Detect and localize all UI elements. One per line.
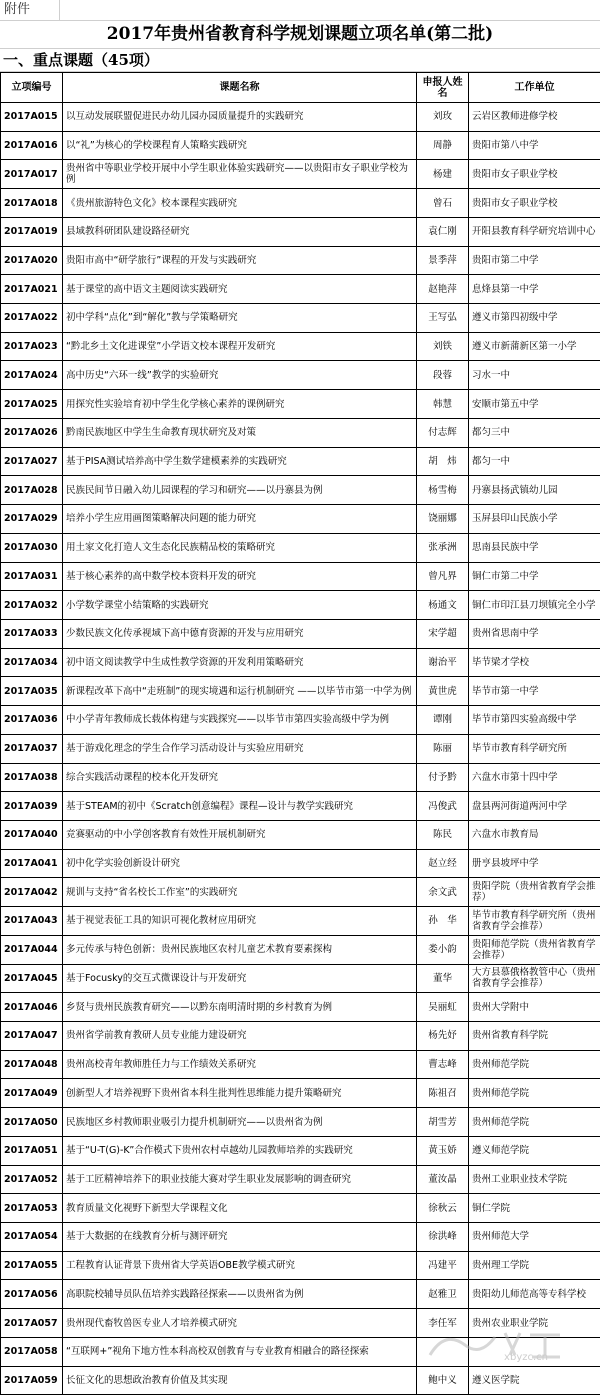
cell-code: 2017A027 <box>1 447 63 476</box>
cell-applicant: 刘玫 <box>417 103 469 132</box>
cell-code: 2017A033 <box>1 619 63 648</box>
table-row <box>1 275 600 304</box>
cell-work-unit: 六盘水市教育局 <box>469 820 600 849</box>
table-body <box>1 103 600 1395</box>
cell-project-name: 高中历史“六环一线”教学的实验研究 <box>63 361 417 390</box>
cell-applicant: 饶丽娜 <box>417 505 469 534</box>
cell-code: 2017A042 <box>1 878 63 907</box>
table-row <box>1 1022 600 1051</box>
cell-work-unit: 毕节市第四实验高级中学 <box>469 706 600 735</box>
cell-project-name: 用探究性实验培育初中学生化学核心素养的课例研究 <box>63 390 417 419</box>
cell-work-unit: 毕节市教育科学研究所 <box>469 734 600 763</box>
cell-code: 2017A035 <box>1 677 63 706</box>
cell-applicant: 陈丽 <box>417 734 469 763</box>
header-person: 申报人姓名 <box>417 73 469 103</box>
cell-work-unit: 贵州师范学院 <box>469 1079 600 1108</box>
section-heading: 一、重点课题（45项） <box>0 49 600 72</box>
project-table <box>0 72 600 1395</box>
cell-applicant: 吴丽虹 <box>417 993 469 1022</box>
cell-work-unit: 贵州师范学院 <box>469 1050 600 1079</box>
cell-project-name: 培养小学生应用画图策略解决问题的能力研究 <box>63 505 417 534</box>
cell-code: 2017A034 <box>1 648 63 677</box>
table-row <box>1 1337 600 1366</box>
cell-applicant: 赵雅卫 <box>417 1280 469 1309</box>
cell-applicant: 孙 华 <box>417 907 469 936</box>
cell-project-name: 综合实践活动课程的校本化开发研究 <box>63 763 417 792</box>
cell-work-unit: 铜仁学院 <box>469 1194 600 1223</box>
cell-project-name: 贵阳市高中“研学旅行”课程的开发与实践研究 <box>63 246 417 275</box>
cell-project-name: 贵州省中等职业学校开展中小学生职业体验实践研究——以贵阳市女子职业学校为例 <box>63 160 417 189</box>
table-row <box>1 1280 600 1309</box>
table-row <box>1 160 600 189</box>
cell-work-unit: 丹寨县扬武镇幼儿园 <box>469 476 600 505</box>
cell-work-unit: 贵州农业职业学院 <box>469 1309 600 1338</box>
cell-code: 2017A039 <box>1 792 63 821</box>
cell-project-name: 贵州省学前教育教研人员专业能力建设研究 <box>63 1022 417 1051</box>
cell-applicant: 杨建 <box>417 160 469 189</box>
cell-applicant: 董华 <box>417 964 469 993</box>
cell-project-name: 贵州现代畜牧兽医专业人才培养模式研究 <box>63 1309 417 1338</box>
cell-project-name: 基于游戏化理念的学生合作学习活动设计与实验应用研究 <box>63 734 417 763</box>
cell-work-unit: 贵州师范学院 <box>469 1108 600 1137</box>
cell-project-name: 贵州高校青年教师胜任力与工作绩效关系研究 <box>63 1050 417 1079</box>
cell-code: 2017A043 <box>1 907 63 936</box>
cell-work-unit: 息烽县第一中学 <box>469 275 600 304</box>
cell-code: 2017A030 <box>1 533 63 562</box>
cell-applicant: 徐洪峰 <box>417 1223 469 1252</box>
table-row <box>1 1050 600 1079</box>
cell-code: 2017A047 <box>1 1022 63 1051</box>
cell-work-unit: 都匀三中 <box>469 418 600 447</box>
cell-project-name: 《贵州旅游特色文化》校本课程实践研究 <box>63 189 417 218</box>
table-row <box>1 1079 600 1108</box>
table-row <box>1 706 600 735</box>
cell-code: 2017A032 <box>1 591 63 620</box>
table-row <box>1 304 600 333</box>
cell-applicant <box>417 1337 469 1366</box>
cell-project-name: 基于核心素养的高中数学校本资料开发的研究 <box>63 562 417 591</box>
cell-project-name: 用土家文化打造人文生态化民族精品校的策略研究 <box>63 533 417 562</box>
cell-code: 2017A058 <box>1 1337 63 1366</box>
cell-code: 2017A048 <box>1 1050 63 1079</box>
cell-work-unit: 贵州理工学院 <box>469 1251 600 1280</box>
cell-applicant: 周静 <box>417 131 469 160</box>
cell-code: 2017A046 <box>1 993 63 1022</box>
table-row <box>1 1366 600 1395</box>
cell-project-name: 竞赛驱动的中小学创客教育有效性开展机制研究 <box>63 820 417 849</box>
table-row <box>1 361 600 390</box>
cell-project-name: 初中语文阅读教学中生成性教学资源的开发利用策略研究 <box>63 648 417 677</box>
cell-project-name: 教育质量文化视野下新型大学课程文化 <box>63 1194 417 1223</box>
table-row <box>1 103 600 132</box>
cell-work-unit: 贵州师范大学 <box>469 1223 600 1252</box>
cell-applicant: 鲍中义 <box>417 1366 469 1395</box>
cell-project-name: 长征文化的思想政治教育价值及其实现 <box>63 1366 417 1395</box>
cell-code: 2017A015 <box>1 103 63 132</box>
cell-project-name: 新课程改革下高中“走班制”的现实境遇和运行机制研究 ——以毕节市第一中学为例 <box>63 677 417 706</box>
cell-work-unit: 铜仁市第二中学 <box>469 562 600 591</box>
table-row <box>1 1223 600 1252</box>
cell-work-unit: 贵阳市女子职业学校 <box>469 160 600 189</box>
cell-applicant: 曹志峰 <box>417 1050 469 1079</box>
table-row <box>1 217 600 246</box>
cell-code: 2017A050 <box>1 1108 63 1137</box>
table-row <box>1 619 600 648</box>
cell-work-unit: 毕节市第一中学 <box>469 677 600 706</box>
cell-code: 2017A038 <box>1 763 63 792</box>
cell-project-name: 基于大数据的在线教育分析与测评研究 <box>63 1223 417 1252</box>
attachment-label: 附件 <box>0 0 60 20</box>
cell-work-unit: 遵义市第四初级中学 <box>469 304 600 333</box>
cell-applicant: 娄小韵 <box>417 935 469 964</box>
cell-applicant: 付志辉 <box>417 418 469 447</box>
cell-work-unit: 贵阳市第八中学 <box>469 131 600 160</box>
cell-work-unit: 遵义市新蒲新区第一小学 <box>469 332 600 361</box>
cell-applicant: 黄玉娇 <box>417 1136 469 1165</box>
cell-code: 2017A036 <box>1 706 63 735</box>
cell-work-unit: 贵阳市第二中学 <box>469 246 600 275</box>
cell-code: 2017A051 <box>1 1136 63 1165</box>
table-row <box>1 533 600 562</box>
cell-project-name: 高职院校辅导员队伍培养实践路径探索——以贵州省为例 <box>63 1280 417 1309</box>
cell-applicant: 谭刚 <box>417 706 469 735</box>
header-unit: 工作单位 <box>469 73 600 103</box>
cell-applicant: 景季萍 <box>417 246 469 275</box>
cell-applicant: 冯建平 <box>417 1251 469 1280</box>
cell-code: 2017A023 <box>1 332 63 361</box>
cell-code: 2017A052 <box>1 1165 63 1194</box>
cell-code: 2017A021 <box>1 275 63 304</box>
cell-code: 2017A026 <box>1 418 63 447</box>
table-row <box>1 1165 600 1194</box>
cell-work-unit: 遵义师范学院 <box>469 1136 600 1165</box>
table-row <box>1 1194 600 1223</box>
cell-work-unit: 六盘水市第十四中学 <box>469 763 600 792</box>
cell-applicant: 余文武 <box>417 878 469 907</box>
table-row <box>1 820 600 849</box>
cell-code: 2017A018 <box>1 189 63 218</box>
cell-project-name: 基于Focusky的交互式微课设计与开发研究 <box>63 964 417 993</box>
cell-applicant: 刘铁 <box>417 332 469 361</box>
cell-work-unit: 贵州省教育科学院 <box>469 1022 600 1051</box>
cell-applicant: 韩慧 <box>417 390 469 419</box>
cell-applicant: 张承洲 <box>417 533 469 562</box>
cell-project-name: 基于“U-T(G)-K”合作模式下贵州农村卓越幼儿园教师培养的实践研究 <box>63 1136 417 1165</box>
cell-work-unit: 毕节市教育科学研究所（贵州省教育学会推荐） <box>469 907 600 936</box>
cell-project-name: 初中化学实验创新设计研究 <box>63 849 417 878</box>
cell-project-name: 民族民间节日融入幼儿园课程的学习和研究——以丹寨县为例 <box>63 476 417 505</box>
sheet-tab-row <box>0 0 600 21</box>
cell-applicant: 杨先妤 <box>417 1022 469 1051</box>
cell-project-name: 基于视觉表征工具的知识可视化教材应用研究 <box>63 907 417 936</box>
table-row <box>1 964 600 993</box>
cell-code: 2017A019 <box>1 217 63 246</box>
cell-code: 2017A037 <box>1 734 63 763</box>
cell-project-name: “互联网+”视角下地方性本科高校双创教育与专业教育相融合的路径探索 <box>63 1337 417 1366</box>
cell-code: 2017A022 <box>1 304 63 333</box>
cell-code: 2017A059 <box>1 1366 63 1395</box>
cell-code: 2017A056 <box>1 1280 63 1309</box>
table-row <box>1 591 600 620</box>
table-row <box>1 131 600 160</box>
cell-work-unit: 盘县两河街道两河中学 <box>469 792 600 821</box>
cell-project-name: 少数民族文化传承视域下高中德育资源的开发与应用研究 <box>63 619 417 648</box>
cell-code: 2017A053 <box>1 1194 63 1223</box>
cell-applicant: 袁仁刚 <box>417 217 469 246</box>
cell-work-unit: 遵义医学院 <box>469 1366 600 1395</box>
header-code: 立项编号 <box>1 73 63 103</box>
cell-work-unit: 大方县慕俄格教管中心（贵州省教育学会推荐） <box>469 964 600 993</box>
cell-work-unit: 贵阳市女子职业学校 <box>469 189 600 218</box>
cell-work-unit: 云岩区教师进修学校 <box>469 103 600 132</box>
cell-applicant: 谢治平 <box>417 648 469 677</box>
cell-project-name: 基于PISA测试培养高中学生数学建模素养的实践研究 <box>63 447 417 476</box>
table-row <box>1 1251 600 1280</box>
cell-project-name: 中小学青年教师成长载体构建与实践探究——以毕节市第四实验高级中学为例 <box>63 706 417 735</box>
cell-applicant: 付予黔 <box>417 763 469 792</box>
cell-code: 2017A057 <box>1 1309 63 1338</box>
cell-applicant: 徐秋云 <box>417 1194 469 1223</box>
cell-work-unit: 开阳县教育科学研究培训中心 <box>469 217 600 246</box>
cell-work-unit: 贵州工业职业技术学院 <box>469 1165 600 1194</box>
table-row <box>1 677 600 706</box>
cell-applicant: 曾凡界 <box>417 562 469 591</box>
table-row <box>1 447 600 476</box>
cell-project-name: 乡贤与贵州民族教育研究——以黔东南明清时期的乡村教育为例 <box>63 993 417 1022</box>
table-row <box>1 1136 600 1165</box>
table-row <box>1 246 600 275</box>
cell-code: 2017A029 <box>1 505 63 534</box>
cell-applicant: 冯俊武 <box>417 792 469 821</box>
cell-applicant: 陈民 <box>417 820 469 849</box>
table-row <box>1 907 600 936</box>
table-row <box>1 993 600 1022</box>
table-row <box>1 648 600 677</box>
cell-project-name: 以互动发展联盟促进民办幼儿园办园质量提升的实践研究 <box>63 103 417 132</box>
cell-applicant: 胡 炜 <box>417 447 469 476</box>
cell-project-name: 多元传承与特色创新：贵州民族地区农村儿童艺术教育要素探构 <box>63 935 417 964</box>
cell-code: 2017A049 <box>1 1079 63 1108</box>
cell-applicant: 胡雪芳 <box>417 1108 469 1137</box>
table-row <box>1 763 600 792</box>
document-title: 2017年贵州省教育科学规划课题立项名单(第二批) <box>0 21 600 49</box>
cell-project-name: 创新型人才培养视野下贵州省本科生批判性思维能力提升策略研究 <box>63 1079 417 1108</box>
cell-project-name: 以“礼”为核心的学校课程育人策略实践研究 <box>63 131 417 160</box>
cell-project-name: 县域教科研团队建设路径研究 <box>63 217 417 246</box>
table-row <box>1 849 600 878</box>
cell-code: 2017A031 <box>1 562 63 591</box>
cell-work-unit: 贵州大学附中 <box>469 993 600 1022</box>
table-row <box>1 792 600 821</box>
cell-project-name: 民族地区乡村教师职业吸引力提升机制研究——以贵州省为例 <box>63 1108 417 1137</box>
cell-code: 2017A045 <box>1 964 63 993</box>
cell-project-name: 基于STEAM的初中《Scratch创意编程》课程—设计与教学实践研究 <box>63 792 417 821</box>
cell-work-unit: 册亨县坡坪中学 <box>469 849 600 878</box>
cell-code: 2017A044 <box>1 935 63 964</box>
cell-work-unit: 毕节梁才学校 <box>469 648 600 677</box>
table-row <box>1 476 600 505</box>
cell-applicant: 陈祖召 <box>417 1079 469 1108</box>
table-row <box>1 505 600 534</box>
watermark-text: xbyzc.cn <box>504 1352 548 1363</box>
table-row <box>1 1309 600 1338</box>
table-row <box>1 390 600 419</box>
table-row <box>1 878 600 907</box>
cell-applicant: 段蓉 <box>417 361 469 390</box>
cell-code: 2017A040 <box>1 820 63 849</box>
cell-code: 2017A020 <box>1 246 63 275</box>
cell-applicant: 杨通文 <box>417 591 469 620</box>
cell-applicant: 赵立经 <box>417 849 469 878</box>
cell-applicant: 黄世虎 <box>417 677 469 706</box>
cell-code: 2017A054 <box>1 1223 63 1252</box>
cell-applicant: 宋学超 <box>417 619 469 648</box>
cell-code: 2017A041 <box>1 849 63 878</box>
cell-applicant: 赵艳萍 <box>417 275 469 304</box>
cell-project-name: 黔南民族地区中学生生命教育现状研究及对策 <box>63 418 417 447</box>
cell-work-unit: 习水一中 <box>469 361 600 390</box>
cell-project-name: 规训与支持“省名校长工作室”的实践研究 <box>63 878 417 907</box>
cell-project-name: 基于课堂的高中语文主题阅读实践研究 <box>63 275 417 304</box>
cell-project-name: 基于工匠精神培养下的职业技能大赛对学生职业发展影响的调查研究 <box>63 1165 417 1194</box>
table-row <box>1 332 600 361</box>
table-row <box>1 562 600 591</box>
header-name: 课题名称 <box>63 73 417 103</box>
cell-applicant: 杨雪梅 <box>417 476 469 505</box>
cell-work-unit: 玉屏县印山民族小学 <box>469 505 600 534</box>
table-row <box>1 935 600 964</box>
table-header-row <box>1 73 600 103</box>
cell-code: 2017A025 <box>1 390 63 419</box>
cell-code: 2017A016 <box>1 131 63 160</box>
cell-code: 2017A024 <box>1 361 63 390</box>
cell-project-name: 小学数学课堂小结策略的实践研究 <box>63 591 417 620</box>
table-row <box>1 734 600 763</box>
cell-work-unit: 贵阳幼儿师范高等专科学校 <box>469 1280 600 1309</box>
table-row <box>1 1108 600 1137</box>
cell-work-unit: 贵阳师范学院（贵州省教育学会推荐） <box>469 935 600 964</box>
cell-work-unit: 都匀一中 <box>469 447 600 476</box>
cell-code: 2017A055 <box>1 1251 63 1280</box>
cell-work-unit <box>469 1337 600 1366</box>
cell-project-name: 工程教育认证背景下贵州省大学英语OBE教学模式研究 <box>63 1251 417 1280</box>
cell-applicant: 曾石 <box>417 189 469 218</box>
cell-work-unit: 铜仁市印江县刀坝镇完全小学 <box>469 591 600 620</box>
cell-applicant: 董汝晶 <box>417 1165 469 1194</box>
cell-applicant: 李任军 <box>417 1309 469 1338</box>
cell-work-unit: 思南县民族中学 <box>469 533 600 562</box>
cell-work-unit: 安顺市第五中学 <box>469 390 600 419</box>
cell-code: 2017A028 <box>1 476 63 505</box>
cell-applicant: 王写弘 <box>417 304 469 333</box>
cell-work-unit: 贵阳学院（贵州省教育学会推荐） <box>469 878 600 907</box>
cell-work-unit: 贵州省思南中学 <box>469 619 600 648</box>
table-row <box>1 189 600 218</box>
cell-project-name: 初中学科“点化”到“解化”教与学策略研究 <box>63 304 417 333</box>
table-row <box>1 418 600 447</box>
cell-project-name: “黔北乡土文化进课堂”小学语文校本课程开发研究 <box>63 332 417 361</box>
cell-code: 2017A017 <box>1 160 63 189</box>
